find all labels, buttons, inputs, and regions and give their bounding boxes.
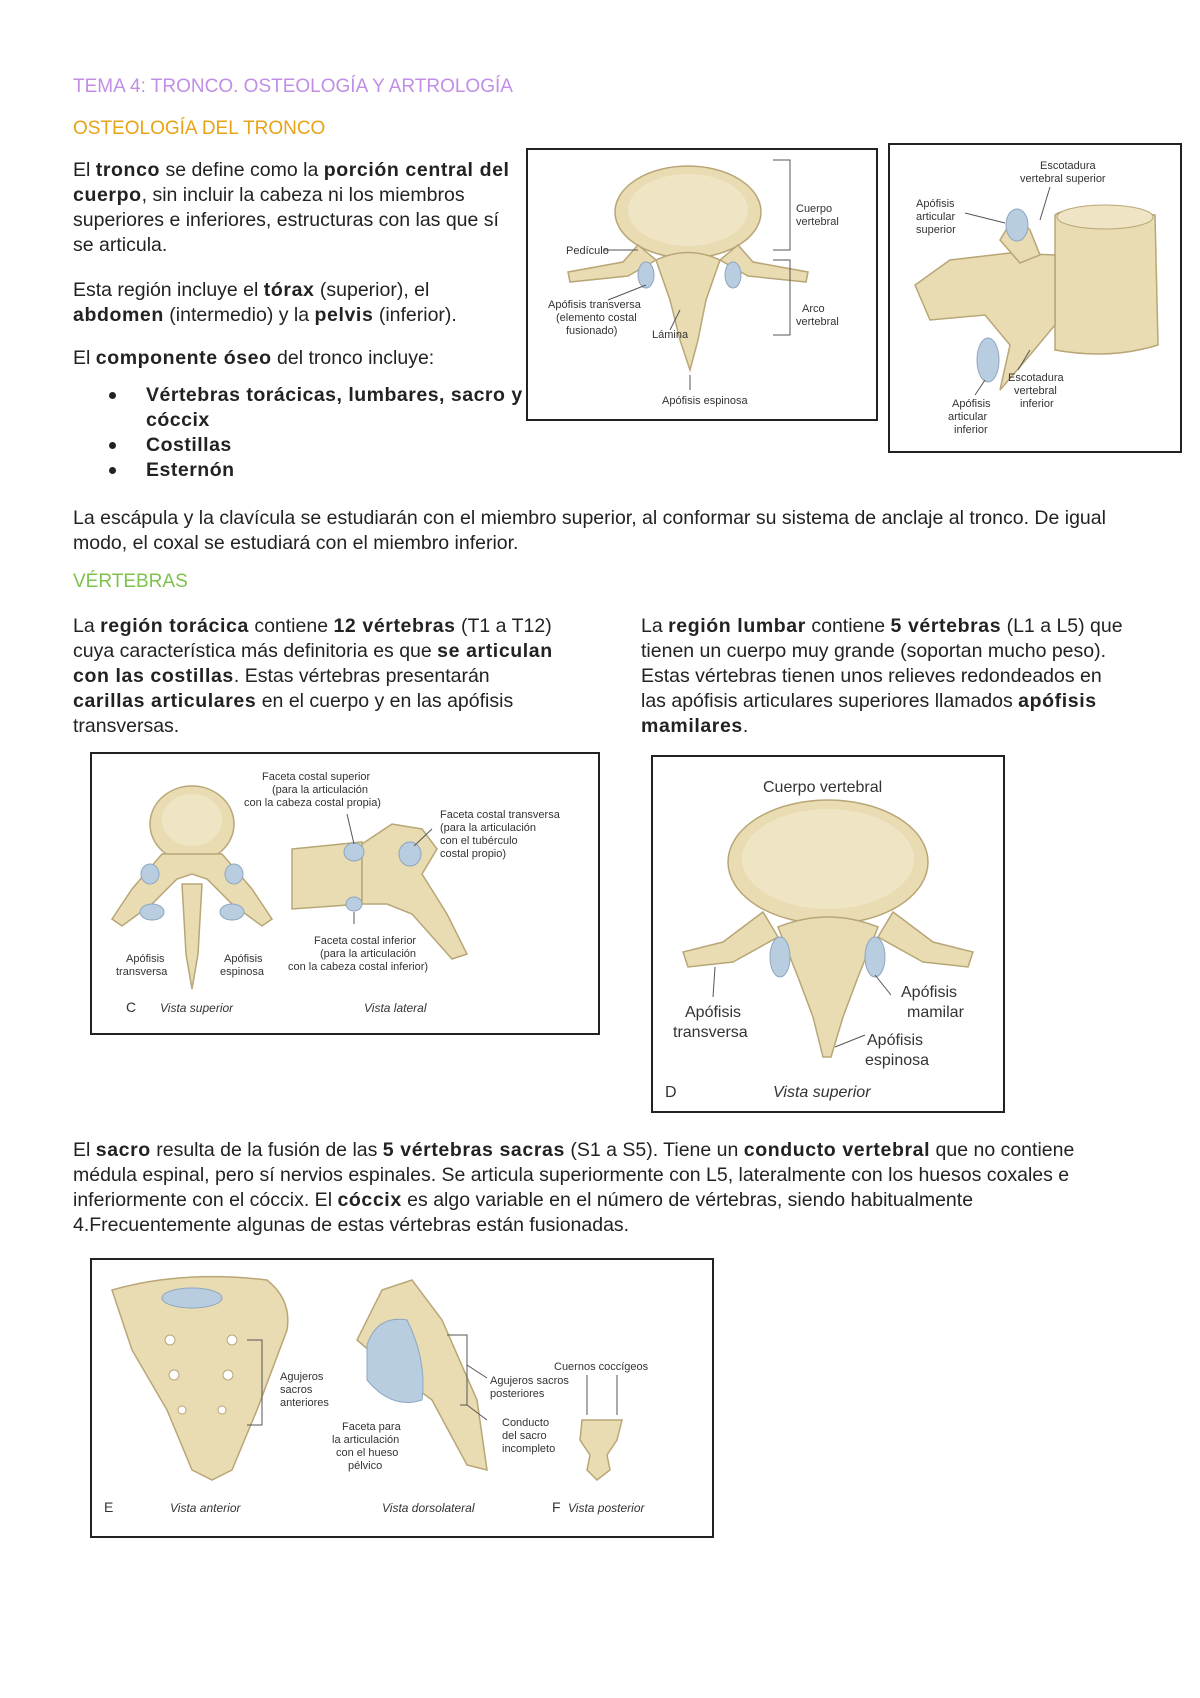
- label-articular-inferior: Apófisis articular inferior: [948, 398, 991, 436]
- label-apofisis-espinosa: Apófisis espinosa: [662, 395, 748, 407]
- label-faceta-superior: Faceta costal superior (para la articulación con la cabeza costal propia): [244, 771, 381, 809]
- intro-paragraph-3: El componente óseo del tronco incluye:: [73, 347, 435, 369]
- section-heading-osteologia: OSTEOLOGÍA DEL TRONCO: [73, 118, 326, 139]
- label-faceta-inferior: Faceta costal inferior (para la articulación con la cabeza costal inferior): [288, 935, 429, 973]
- sacrum-illustration: [92, 1260, 712, 1536]
- label-escotadura-inferior: Escotadura vertebral inferior: [1008, 372, 1064, 410]
- caption-vista-posterior: Vista posterior: [568, 1501, 645, 1515]
- vertebra-superior-illustration: [528, 150, 876, 419]
- figure-lumbar-vertebra: [651, 755, 1005, 1113]
- label-articular-superior: Apófisis articular superior: [916, 198, 956, 236]
- caption-vista-dorsolateral: Vista dorsolateral: [382, 1501, 475, 1515]
- caption-vista-lateral: Vista lateral: [364, 1001, 427, 1015]
- label-cuerpo-vertebral: Cuerpo vertebral: [763, 779, 883, 796]
- caption-vista-anterior: Vista anterior: [170, 1501, 241, 1515]
- list-item: Esternón: [73, 458, 546, 483]
- label-escotadura-superior: Escotadura vertebral superior: [1020, 160, 1106, 185]
- label-lamina: Lámina: [652, 329, 689, 341]
- label-pediculo: Pedículo: [566, 245, 609, 257]
- label-agujeros-anteriores: Agujeros sacros anteriores: [280, 1371, 329, 1409]
- figure-vertebra-superior: [526, 148, 878, 421]
- label-agujeros-posteriores: Agujeros sacros posteriores: [490, 1375, 569, 1400]
- label-apofisis-mamilar: Apófisis mamilar: [901, 984, 964, 1021]
- label-conducto-sacro: Conducto del sacro incompleto: [502, 1417, 556, 1455]
- page-title: TEMA 4: TRONCO. OSTEOLOGÍA Y ARTROLOGÍA: [73, 76, 513, 97]
- label-apofisis-espinosa: Apófisis espinosa: [865, 1032, 930, 1069]
- label-apofisis-transversa: Apófisis transversa: [673, 1004, 748, 1041]
- figure-sacrum-coccyx: [90, 1258, 714, 1538]
- figure-letter-f: F: [552, 1499, 561, 1515]
- figure-vertebra-lateral: [888, 143, 1182, 453]
- bone-components-list: [73, 383, 546, 483]
- label-apofisis-transversa: Apófisis transversa (elemento costal fusionado): [548, 299, 641, 337]
- thoracic-vertebra-illustration: [92, 754, 598, 1033]
- caption-vista-superior: Vista superior: [773, 1084, 871, 1101]
- intro-paragraph-1: El tronco se define como la porción central del cuerpo, sin incluir la cabeza ni los miembros superiores e inferiores, estructuras con las que sí se articula.: [73, 159, 510, 256]
- intro-paragraph-4: La escápula y la clavícula se estudiarán con el miembro superior, al conformar su sistema de anclaje al tronco. De igual modo, el coxal se estudiará con el miembro inferior.: [73, 507, 1106, 554]
- label-apofisis-transversa: Apófisis transversa: [116, 953, 168, 978]
- lumbar-paragraph: La región lumbar contiene 5 vértebras (L1 a L5) que tienen un cuerpo muy grande (soportan mucho peso). Estas vértebras tienen unos relieves redondeados en las apófisis articulares superiores llamados apófisis mamilares.: [641, 615, 1123, 737]
- sacrum-paragraph: El sacro resulta de la fusión de las 5 vértebras sacras (S1 a S5). Tiene un conducto vertebral que no contiene médula espinal, pero sí nervios espinales. Se articula superiormente con L5, lateralmente con los huesos coxales e inferiormente con el cóccix. El cóccix es algo variable en el número de vértebras, siendo habitualmente 4.Frecuentemente algunas de estas vértebras están fusionadas.: [73, 1139, 1075, 1236]
- list-item: Vértebras torácicas, lumbares, sacro y cóccix: [73, 383, 546, 433]
- vertebra-lateral-illustration: [890, 145, 1180, 451]
- list-item: Costillas: [73, 433, 546, 458]
- label-faceta-transversa: Faceta costal transversa (para la articulación con el tubérculo costal propio): [440, 809, 560, 860]
- label-faceta-articulacion: Faceta para la articulación con el hueso pélvico: [332, 1421, 401, 1472]
- lumbar-vertebra-illustration: [653, 757, 1003, 1111]
- figure-letter-e: E: [104, 1499, 114, 1515]
- thoracic-paragraph: La región torácica contiene 12 vértebras (T1 a T12) cuya característica más definitoria es que se articulan con las costillas. Estas vértebras presentarán carillas articulares en el cuerpo y en las apófisis transversas.: [73, 615, 553, 737]
- caption-vista-superior: Vista superior: [160, 1001, 234, 1015]
- figure-letter-d: D: [665, 1084, 677, 1101]
- intro-paragraph-2: Esta región incluye el tórax (superior), el abdomen (intermedio) y la pelvis (inferior).: [73, 279, 457, 326]
- label-cuernos-coccigeos: Cuernos coccígeos: [554, 1361, 649, 1373]
- label-arco-vertebral: Arco vertebral: [796, 303, 839, 328]
- label-apofisis-espinosa: Apófisis espinosa: [220, 953, 265, 978]
- figure-thoracic-vertebra: [90, 752, 600, 1035]
- label-cuerpo-vertebral: Cuerpo vertebral: [796, 203, 839, 228]
- section-heading-vertebras: VÉRTEBRAS: [73, 571, 188, 592]
- figure-letter-c: C: [126, 999, 137, 1015]
